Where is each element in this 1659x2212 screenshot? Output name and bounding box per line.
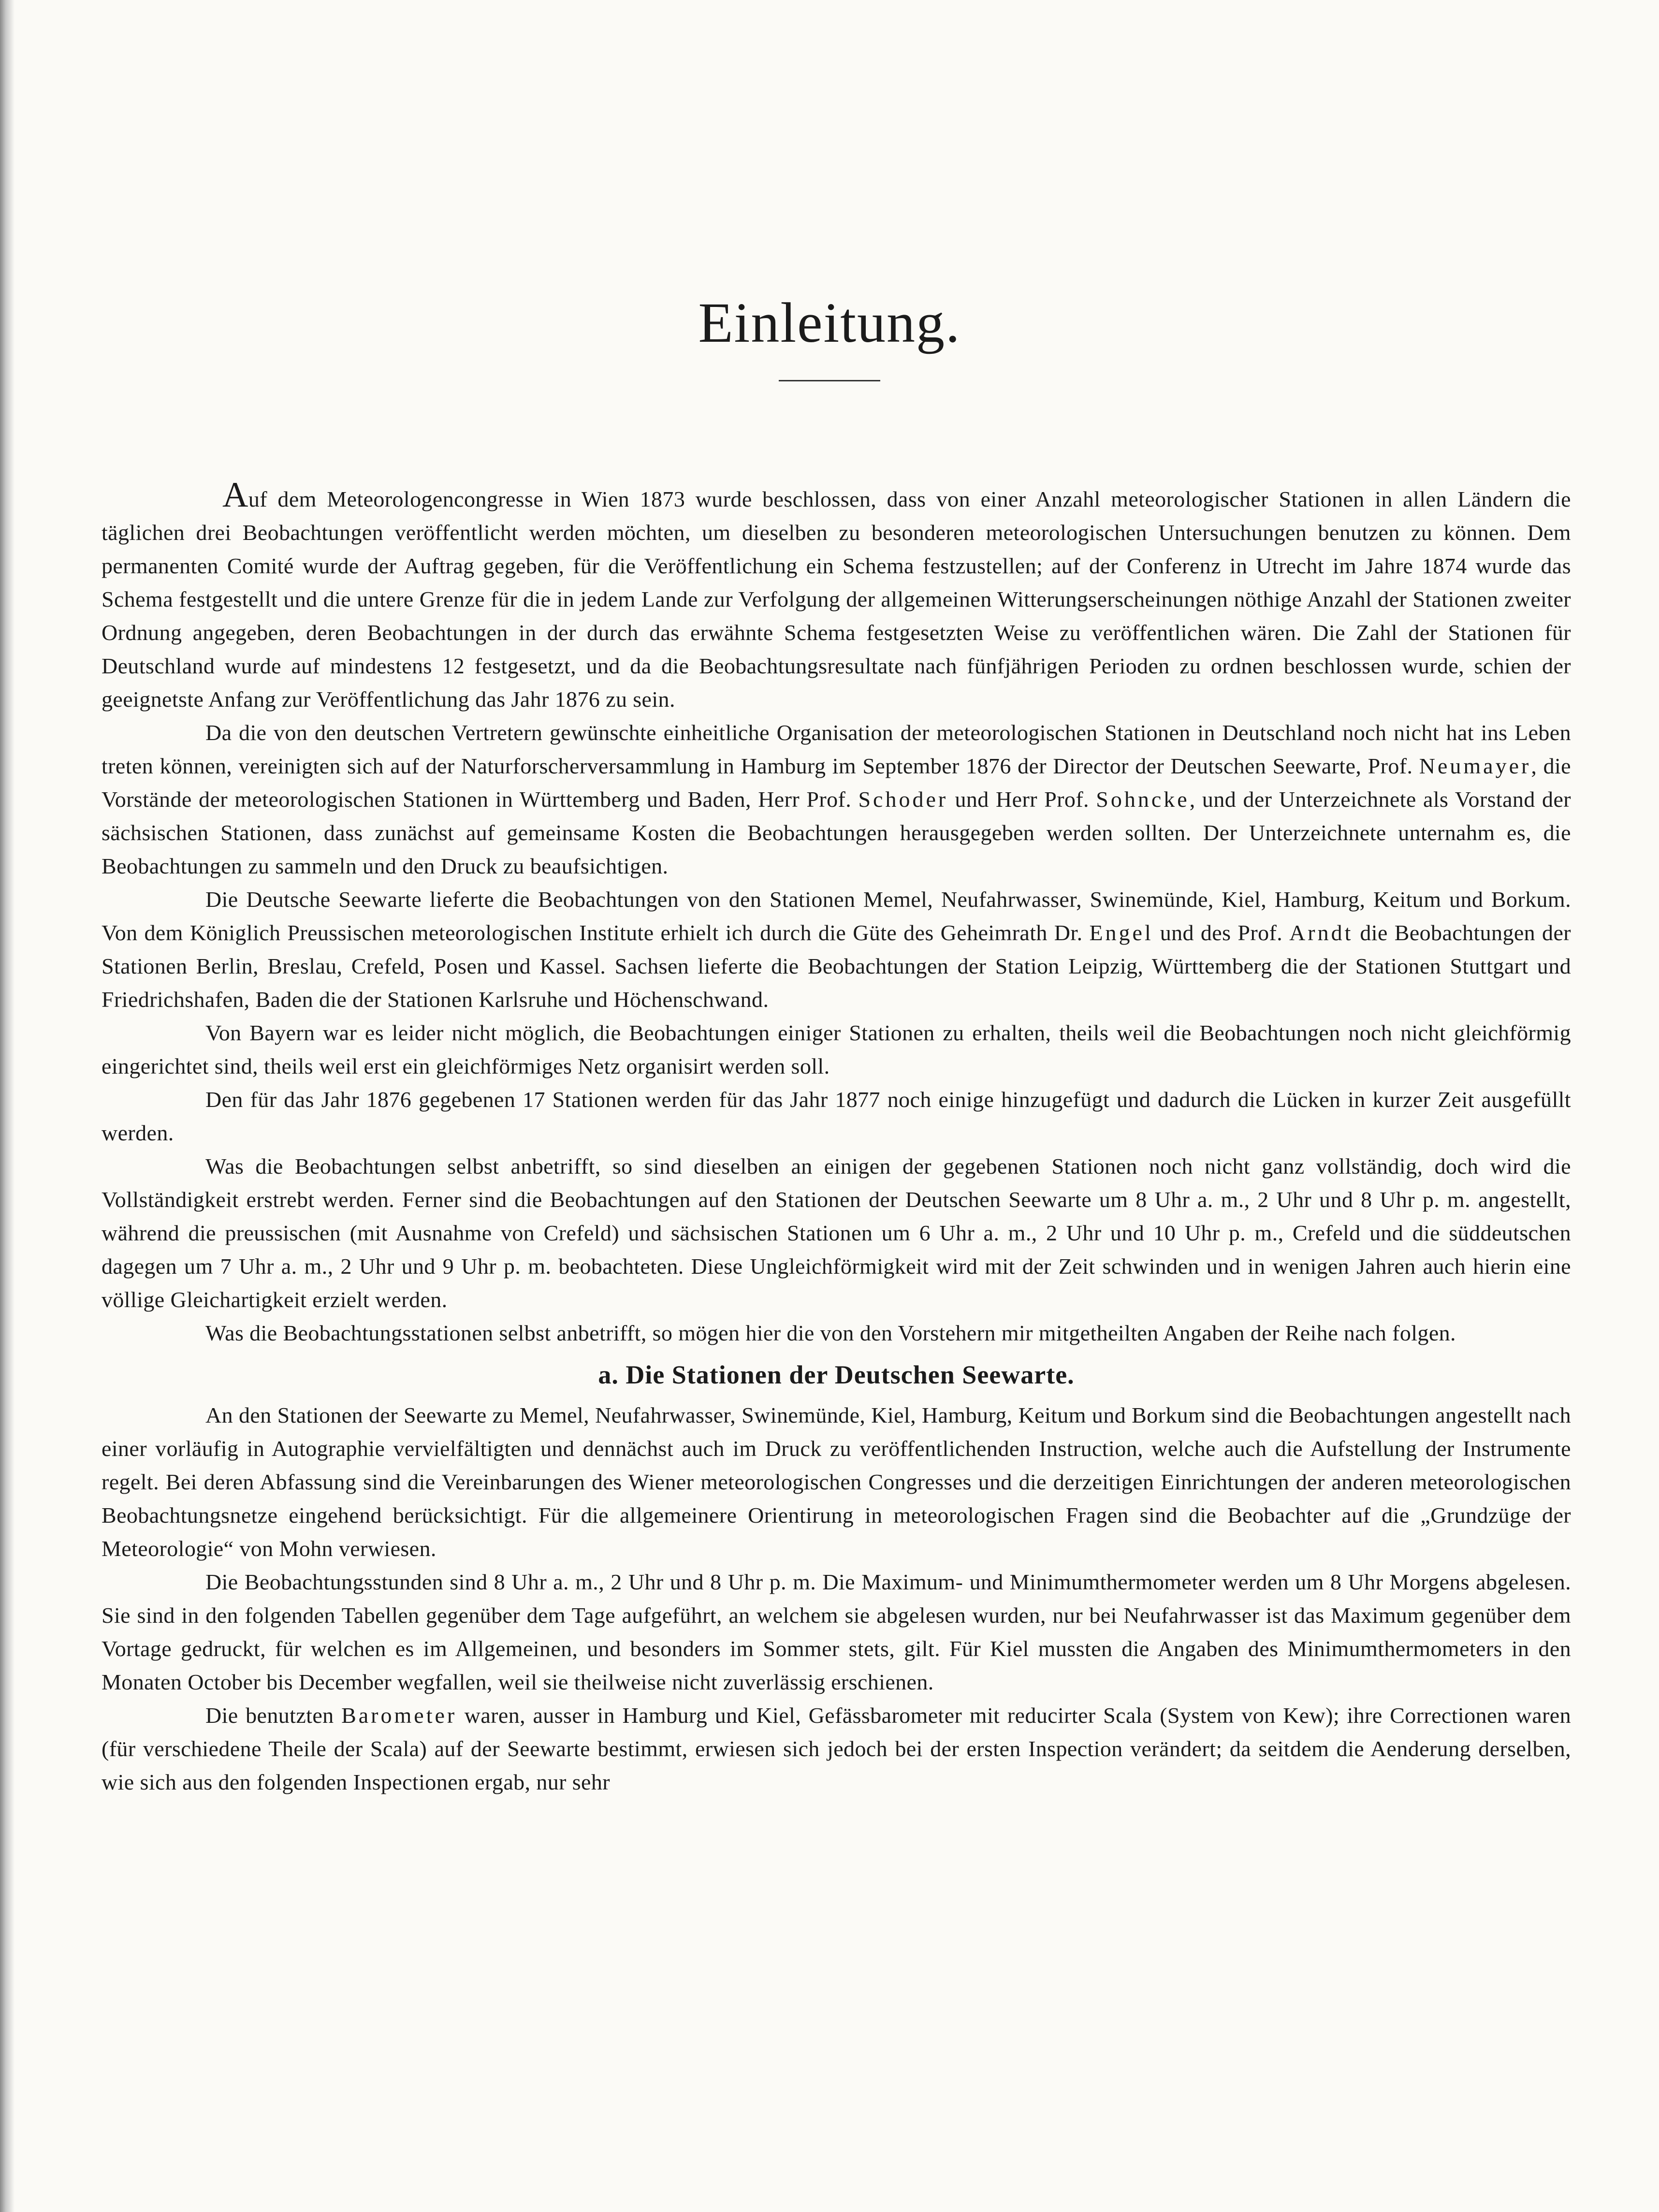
paragraph-text: Die Deutsche Seewarte lieferte die Beobachtungen von den Stationen Memel, Neufahrwasser, Swinemünde, Kiel, Hamburg, Keitum und Borkum. Von dem Königlich Preussischen meteorologischen Institute erhielt ich durch die Güte des Geheimrath Dr. xyxy=(102,887,1571,945)
paragraph-text: waren, ausser in Hamburg und Kiel, Gefässbarometer mit reducirter Scala (System von Kew); ihre Correctionen waren (für verschiedene Theile der Scala) auf der Seewarte bestimmt, erwiesen sich jedoch bei der ersten Inspection verändert; da seitdem die Aenderung derselben, wie sich aus den folgenden Inspectionen ergab, nur sehr xyxy=(102,1703,1571,1794)
paragraph-text: , die Vorstände der meteorologischen Stationen in Württemberg und Baden, Herr Prof. xyxy=(102,754,1571,812)
section-paragraph-2: Die Beobachtungsstunden sind 8 Uhr a. m., 2 Uhr und 8 Uhr p. m. Die Maximum- und Minimumthermometer werden um 8 Uhr Morgens abgelesen. Sie sind in den folgenden Tabellen gegenüber dem Tage aufgeführt, an welchem sie abgelesen wurden, nur bei Neufahrwasser ist das Maximum gegenüber dem Vortage gedruckt, für welchen es im Allgemeinen, und besonders im Sommer stets, gilt. Für Kiel mussten die Angaben des Minimumthermometers in den Monaten October bis December wegfallen, weil sie theilweise nicht zuverlässig erschienen. xyxy=(102,1570,1571,1694)
paragraph-1 xyxy=(102,475,1571,716)
paragraph-2 xyxy=(102,716,1571,883)
person-name: Neumayer xyxy=(1419,754,1531,778)
paragraph-text: und Herr Prof. xyxy=(948,787,1096,812)
emphasized-term: Barometer xyxy=(341,1703,457,1728)
paragraph-3 xyxy=(102,883,1571,1016)
section-paragraph-1: An den Stationen der Seewarte zu Memel, Neufahrwasser, Swinemünde, Kiel, Hamburg, Keitum und Borkum sind die Beobachtungen angestellt nach einer vorläufig in Autographie vervielfältigten und dennächst auch im Druck zu veröffentlichenden Instruction, welche auch die Aufstellung der Instrumente regelt. Bei deren Abfassung sind die Vereinbarungen des Wiener meteorologischen Congresses und die derzeitigen Einrichtungen der anderen meteorologischen Beobachtungsnetze eingehend berücksichtigt. Für die allgemeinere Orientirung in meteorologischen Fragen sind die Beobachter auf die „Grundzüge der Meteorologie“ von Mohn verwiesen. xyxy=(102,1403,1571,1561)
page-body xyxy=(102,475,1571,1799)
person-name: Schoder xyxy=(858,787,948,812)
title-block xyxy=(0,290,1659,381)
paragraph-4: Von Bayern war es leider nicht möglich, die Beobachtungen einiger Stationen zu erhalten, theils weil die Beobachtungen noch nicht gleichförmig eingerichtet sind, theils weil erst ein gleichförmiges Netz organisirt werden soll. xyxy=(102,1020,1571,1078)
paragraph-7: Was die Beobachtungsstationen selbst anbetrifft, so mögen hier die von den Vorstehern mir mitgetheilten Angaben der Reihe nach folgen. xyxy=(205,1321,1456,1345)
dropcap: A xyxy=(222,475,248,515)
section-paragraph-3 xyxy=(102,1699,1571,1799)
paragraph-text: Die benutzten xyxy=(205,1703,342,1728)
page-title: Einleitung. xyxy=(698,291,961,354)
section-heading: a. Die Stationen der Deutschen Seewarte. xyxy=(598,1360,1075,1389)
paragraph-5: Den für das Jahr 1876 gegebenen 17 Stationen werden für das Jahr 1877 noch einige hinzugefügt und dadurch die Lücken in kurzer Zeit ausgefüllt werden. xyxy=(102,1087,1571,1145)
paragraph-text: und des Prof. xyxy=(1153,920,1290,945)
person-name: Arndt xyxy=(1289,920,1353,945)
paragraph-text: die Beobachtungen der Stationen Berlin, Breslau, Crefeld, Posen und Kassel. Sachsen lieferte die Beobachtungen der Station Leipzig, Württemberg die der Stationen Stuttgart und Friedrichshafen, Baden die der Stationen Karlsruhe und Höchenschwand. xyxy=(102,920,1571,1012)
paragraph-text: , und der Unterzeichnete als Vorstand der sächsischen Stationen, dass zunächst auf gemeinsame Kosten die Beobachtungen herausgegeben werden sollten. Der Unterzeichnete unternahm es, die Beobachtungen zu sammeln und den Druck zu beaufsichtigen. xyxy=(102,787,1571,878)
paragraph-6: Was die Beobachtungen selbst anbetrifft, so sind dieselben an einigen der gegebenen Stationen noch nicht ganz vollständig, doch wird die Vollständigkeit erstrebt werden. Ferner sind die Beobachtungen auf den Stationen der Deutschen Seewarte um 8 Uhr a. m., 2 Uhr und 8 Uhr p. m. angestellt, während die preussischen (mit Ausnahme von Crefeld) und sächsischen Stationen um 6 Uhr a. m., 2 Uhr und 10 Uhr p. m., Crefeld und die süddeutschen dagegen um 7 Uhr a. m., 2 Uhr und 9 Uhr p. m. beobachteten. Diese Ungleichförmigkeit wird mit der Zeit schwinden und in wenigen Jahren auch hierin eine völlige Gleichartigkeit erzielt werden. xyxy=(102,1154,1571,1312)
person-name: Sohncke xyxy=(1096,787,1190,812)
paragraph-text: uf dem Meteorologencongresse in Wien 1873 wurde beschlossen, dass von einer Anzahl meteorologischer Stationen in allen Ländern die täglichen drei Beobachtungen veröffentlicht werden möchten, um dieselben zu besonderen meteorologischen Untersuchungen benutzen zu können. Dem permanenten Comité wurde der Auftrag gegeben, für die Veröffentlichung ein Schema festzustellen; auf der Conferenz in Utrecht im Jahre 1874 wurde das Schema festgestellt und die untere Grenze für die in jedem Lande zur Verfolgung der allgemeinen Witterungserscheinungen nöthige Anzahl der Stationen zweiter Ordnung angegeben, deren Beobachtungen in der durch das erwähnte Schema festgesetzten Weise zu veröffentlichen wären. Die Zahl der Stationen für Deutschland wurde auf mindestens 12 festgesetzt, und da die Beobachtungsresultate nach fünfjährigen Perioden zu ordnen beschlossen wurde, schien der geeignetste Anfang zur Veröffentlichung das Jahr 1876 zu sein. xyxy=(102,487,1571,712)
paragraph-text: Da die von den deutschen Vertretern gewünschte einheitliche Organisation der meteorologischen Stationen in Deutschland noch nicht hat ins Leben treten können, vereinigten sich auf der Naturforscherversammlung in Hamburg im September 1876 der Director der Deutschen Seewarte, Prof. xyxy=(102,720,1571,778)
title-rule xyxy=(779,380,880,381)
person-name: Engel xyxy=(1089,920,1153,945)
